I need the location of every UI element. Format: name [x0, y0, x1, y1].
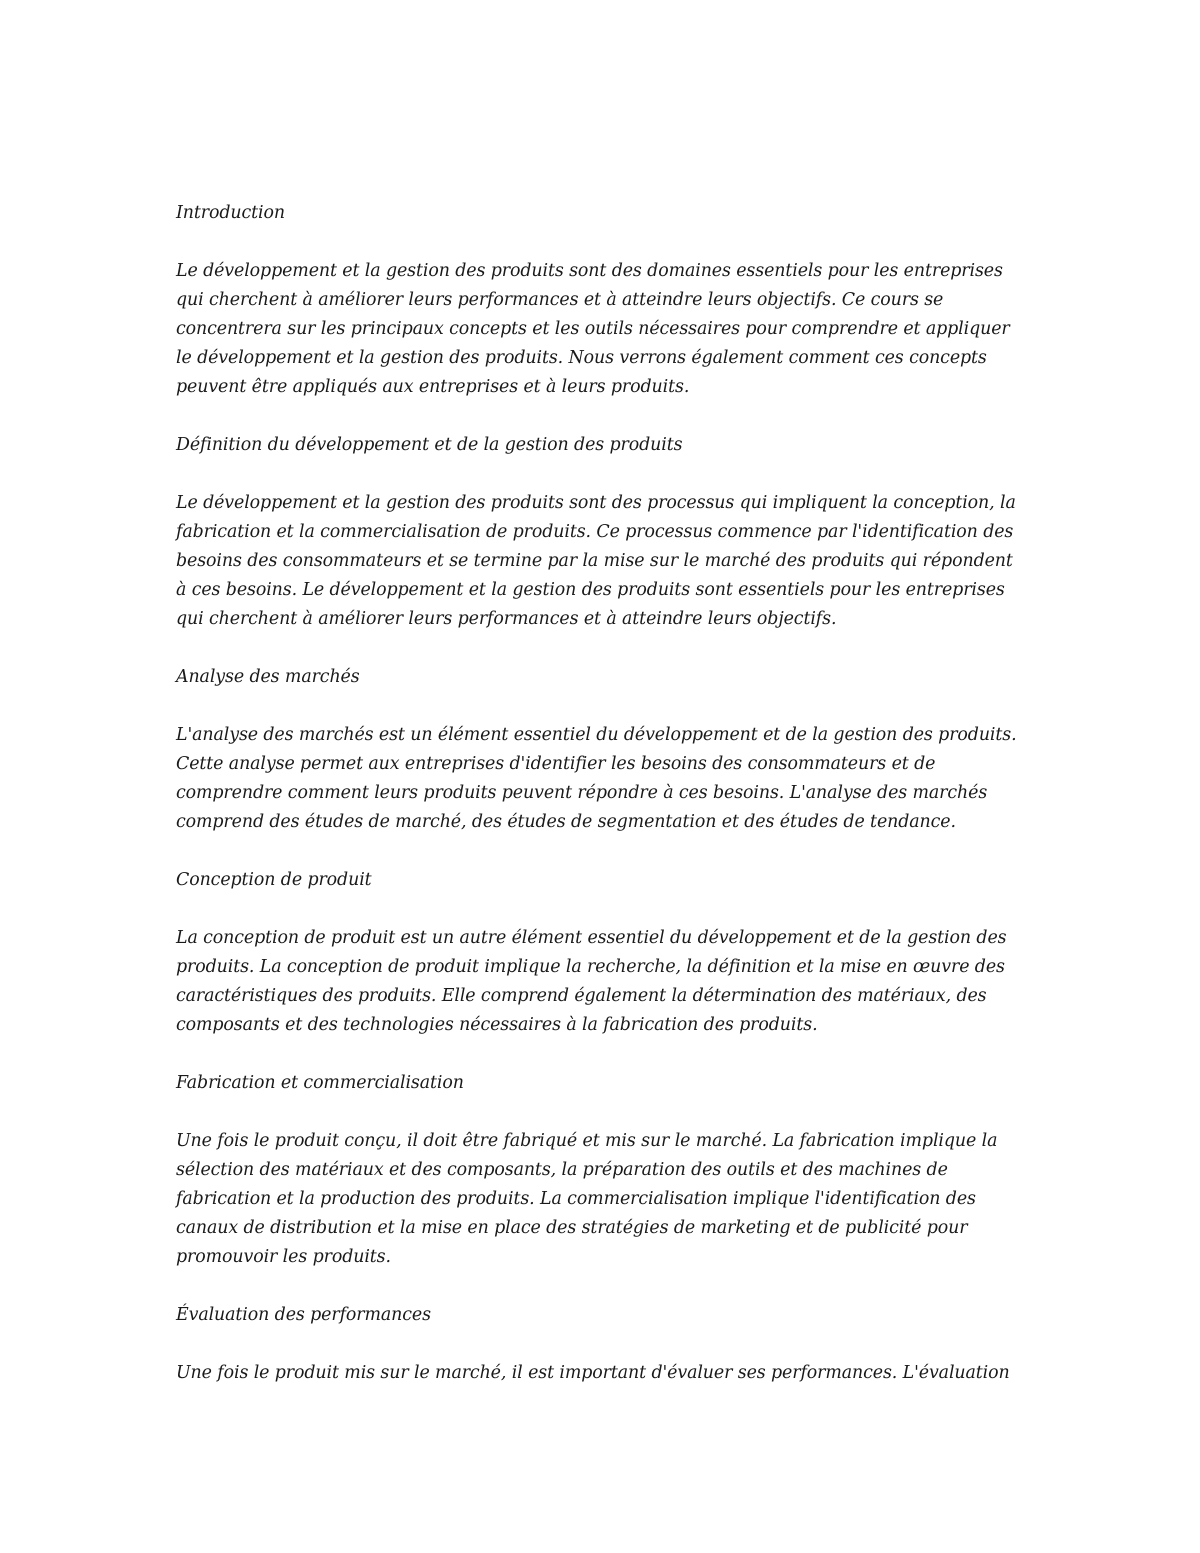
paragraph-line: Cette analyse permet aux entreprises d'identifier les besoins des consommateurs et de	[176, 754, 936, 774]
paragraph-line: Le développement et la gestion des produits sont des processus qui impliquent la conception, la	[176, 493, 1016, 513]
section-heading	[176, 1069, 1036, 1098]
heading-introduction: Introduction	[176, 203, 285, 223]
paragraph-line: comprendre comment leurs produits peuvent répondre à ces besoins. L'analyse des marchés	[176, 783, 988, 803]
heading-conception-produit: Conception de produit	[176, 870, 372, 890]
section-heading	[176, 866, 1036, 895]
paragraph-line: peuvent être appliqués aux entreprises et à leurs produits.	[176, 377, 690, 397]
paragraph-line: composants et des technologies nécessaires à la fabrication des produits.	[176, 1015, 818, 1035]
paragraph-introduction	[176, 257, 1036, 402]
document-body	[176, 199, 1036, 1417]
paragraph-line: à ces besoins. Le développement et la gestion des produits sont essentiels pour les entreprises	[176, 580, 1005, 600]
paragraph-line: promouvoir les produits.	[176, 1247, 391, 1267]
heading-fabrication-commercialisation: Fabrication et commercialisation	[176, 1073, 464, 1093]
paragraph-line: concentrera sur les principaux concepts et les outils nécessaires pour comprendre et appliquer	[176, 319, 1010, 339]
paragraph-line: Une fois le produit conçu, il doit être fabriqué et mis sur le marché. La fabrication implique la	[176, 1131, 998, 1151]
paragraph-line: La conception de produit est un autre élément essentiel du développement et de la gestion des	[176, 928, 1007, 948]
paragraph-line: Une fois le produit mis sur le marché, il est important d'évaluer ses performances. L'évaluation	[176, 1363, 1010, 1383]
section-heading	[176, 1301, 1036, 1330]
paragraph-fabrication-commercialisation	[176, 1127, 1036, 1272]
paragraph-conception-produit	[176, 924, 1036, 1040]
paragraph-line: caractéristiques des produits. Elle comprend également la détermination des matériaux, des	[176, 986, 987, 1006]
section-heading	[176, 431, 1036, 460]
paragraph-line: produits. La conception de produit implique la recherche, la définition et la mise en œuvre des	[176, 957, 1005, 977]
paragraph-line: fabrication et la production des produits. La commercialisation implique l'identification des	[176, 1189, 976, 1209]
heading-evaluation-performances: Évaluation des performances	[176, 1305, 431, 1325]
paragraph-line: Le développement et la gestion des produits sont des domaines essentiels pour les entreprises	[176, 261, 1003, 281]
paragraph-analyse-marches	[176, 721, 1036, 837]
paragraph-definition	[176, 489, 1036, 634]
paragraph-line: fabrication et la commercialisation de produits. Ce processus commence par l'identification des	[176, 522, 1014, 542]
paragraph-line: qui cherchent à améliorer leurs performances et à atteindre leurs objectifs.	[176, 609, 837, 629]
heading-definition: Définition du développement et de la gestion des produits	[176, 435, 683, 455]
paragraph-line: L'analyse des marchés est un élément essentiel du développement et de la gestion des produits.	[176, 725, 1017, 745]
paragraph-line: canaux de distribution et la mise en place des stratégies de marketing et de publicité pour	[176, 1218, 968, 1238]
heading-analyse-marches: Analyse des marchés	[176, 667, 360, 687]
paragraph-line: sélection des matériaux et des composants, la préparation des outils et des machines de	[176, 1160, 948, 1180]
paragraph-line: comprend des études de marché, des études de segmentation et des études de tendance.	[176, 812, 956, 832]
paragraph-line: le développement et la gestion des produits. Nous verrons également comment ces concepts	[176, 348, 987, 368]
paragraph-line: qui cherchent à améliorer leurs performances et à atteindre leurs objectifs. Ce cours se	[176, 290, 944, 310]
paragraph-evaluation-performances	[176, 1359, 1036, 1388]
paragraph-line: besoins des consommateurs et se termine par la mise sur le marché des produits qui répondent	[176, 551, 1013, 571]
section-heading	[176, 199, 1036, 228]
section-heading	[176, 663, 1036, 692]
